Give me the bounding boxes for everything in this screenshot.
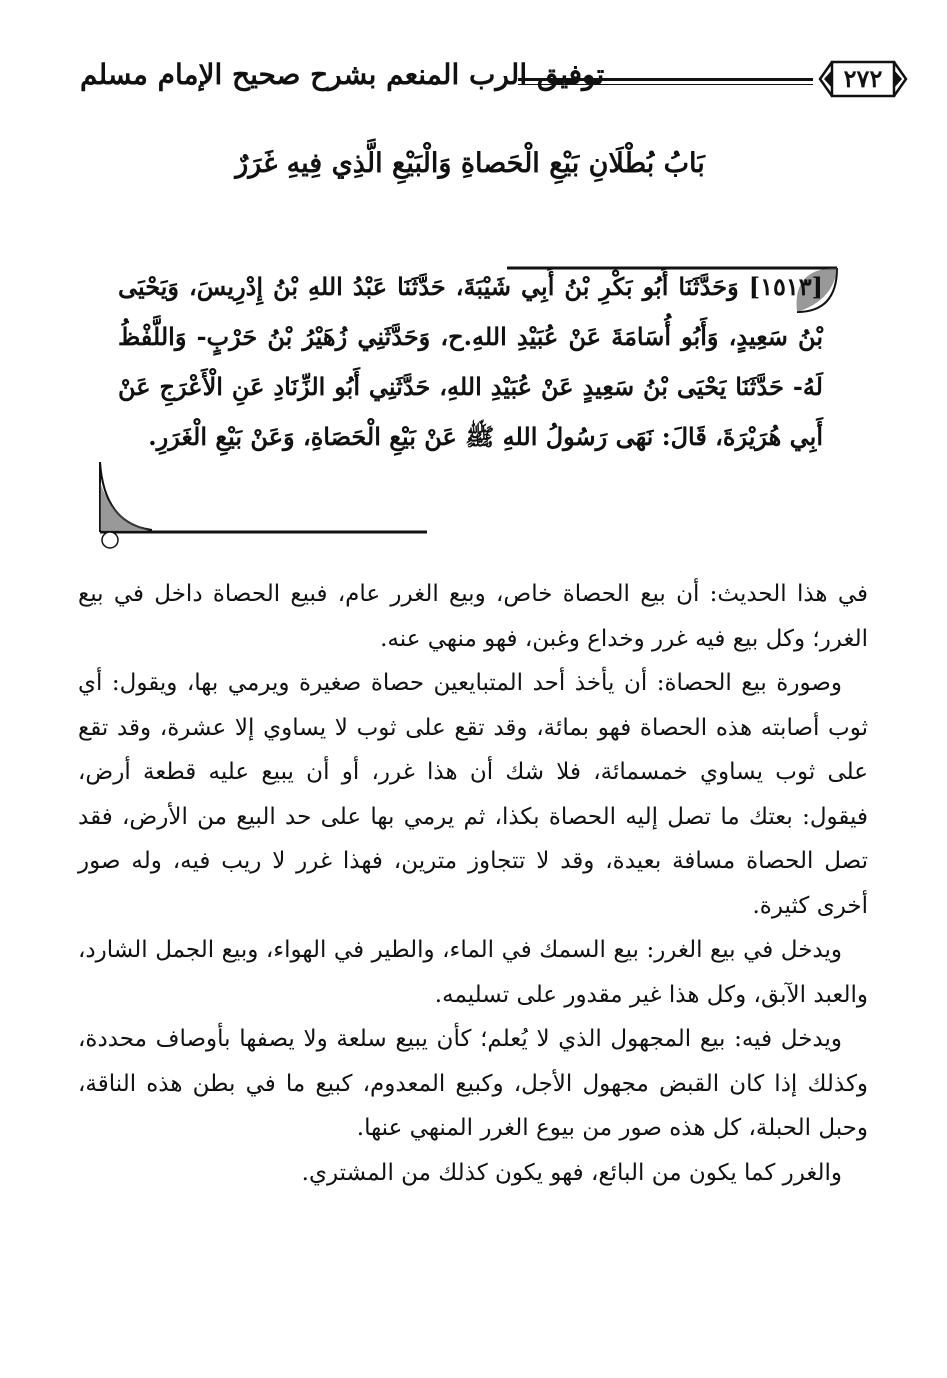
- page-header: [80, 52, 883, 112]
- paragraph: ويدخل فيه: بيع المجهول الذي لا يُعلم؛ كأن يبيع سلعة ولا يصفها بأوصاف محددة، وكذلك إذا كان القبض مجهول الأجل، وكبيع المعدوم، كبيع ما في بطن هذه الناقة، وحبل الحبلة، كل هذه صور من بيوع الغرر المنهي عنها.: [78, 1026, 868, 1141]
- commentary: [78, 572, 868, 1195]
- paragraph: ويدخل في بيع الغرر: بيع السمك في الماء، والطير في الهواء، وبيع الجمل الشارد، والعبد الآبق، وكل هذا غير مقدور على تسليمه.: [78, 937, 868, 1008]
- page-number-ornament: [818, 56, 908, 102]
- paragraph: والغرر كما يكون من البائع، فهو يكون كذلك من المشتري.: [301, 1159, 842, 1186]
- paragraph: في هذا الحديث: أن بيع الحصاة خاص، وبيع الغرر عام، فبيع الحصاة داخل في بيع الغرر؛ وكل بيع فيه غرر وخداع وغبن، فهو منهي عنه.: [78, 581, 868, 652]
- chapter-title: بَابُ بُطْلَانِ بَيْعِ الْحَصاةِ وَالْبَيْعِ الَّذِي فِيهِ غَرَرٌ: [235, 148, 705, 179]
- page-number: ٢٧٢: [843, 64, 883, 93]
- book-title: توفيق الرب المنعم بشرح صحيح الإمام مسلم: [80, 58, 605, 91]
- hadith-text: [١٥١٣] وَحَدَّثَنَا أَبُو بَكْرِ بْنُ أَبِي شَيْبَةَ، حَدَّثَنَا عَبْدُ اللهِ بْنُ إِدْرِيسَ، وَيَحْيَى بْنُ سَعِيدٍ، وَأَبُو أُسَامَةَ عَنْ عُبَيْدِ اللهِ.ح، وَحَدَّثَنِي زُهَيْرُ بْنُ حَرْبٍ- وَاللَّفْظُ لَهُ- حَدَّثَنَا يَحْيَى بْنُ سَعِيدٍ عَنْ عُبَيْدِ اللهِ، حَدَّثَنِي أَبُو الزِّنَادِ عَنِ الْأَعْرَجِ عَنْ أَبِي هُرَيْرَةَ، قَالَ: نَهَى رَسُولُ اللهِ ﷺ عَنْ بَيْعِ الْحَصَاةِ، وَعَنْ بَيْعِ الْغَرَرِ.: [118, 272, 824, 451]
- header-rule: [518, 78, 813, 85]
- paragraph: وصورة بيع الحصاة: أن يأخذ أحد المتبايعين حصاة صغيرة ويرمي بها، ويقول: أي ثوب أصابته هذه الحصاة فهو بمائة، وقد تقع على ثوب لا يساوي إلا عشرة، وقد تقع على ثوب يساوي خمسمائة، فلا شك أن هذا غرر، أو أن يبيع عليه قطعة أرض، فيقول: بعتك ما تصل إليه الحصاة بكذا، ثم يرمي بها على حد البيع من الأرض، فقد تصل الحصاة مسافة بعيدة، وقد لا تتجاوز مترين، فهذا غرر لا ريب فيه، وله صور أخرى كثيرة.: [78, 670, 868, 919]
